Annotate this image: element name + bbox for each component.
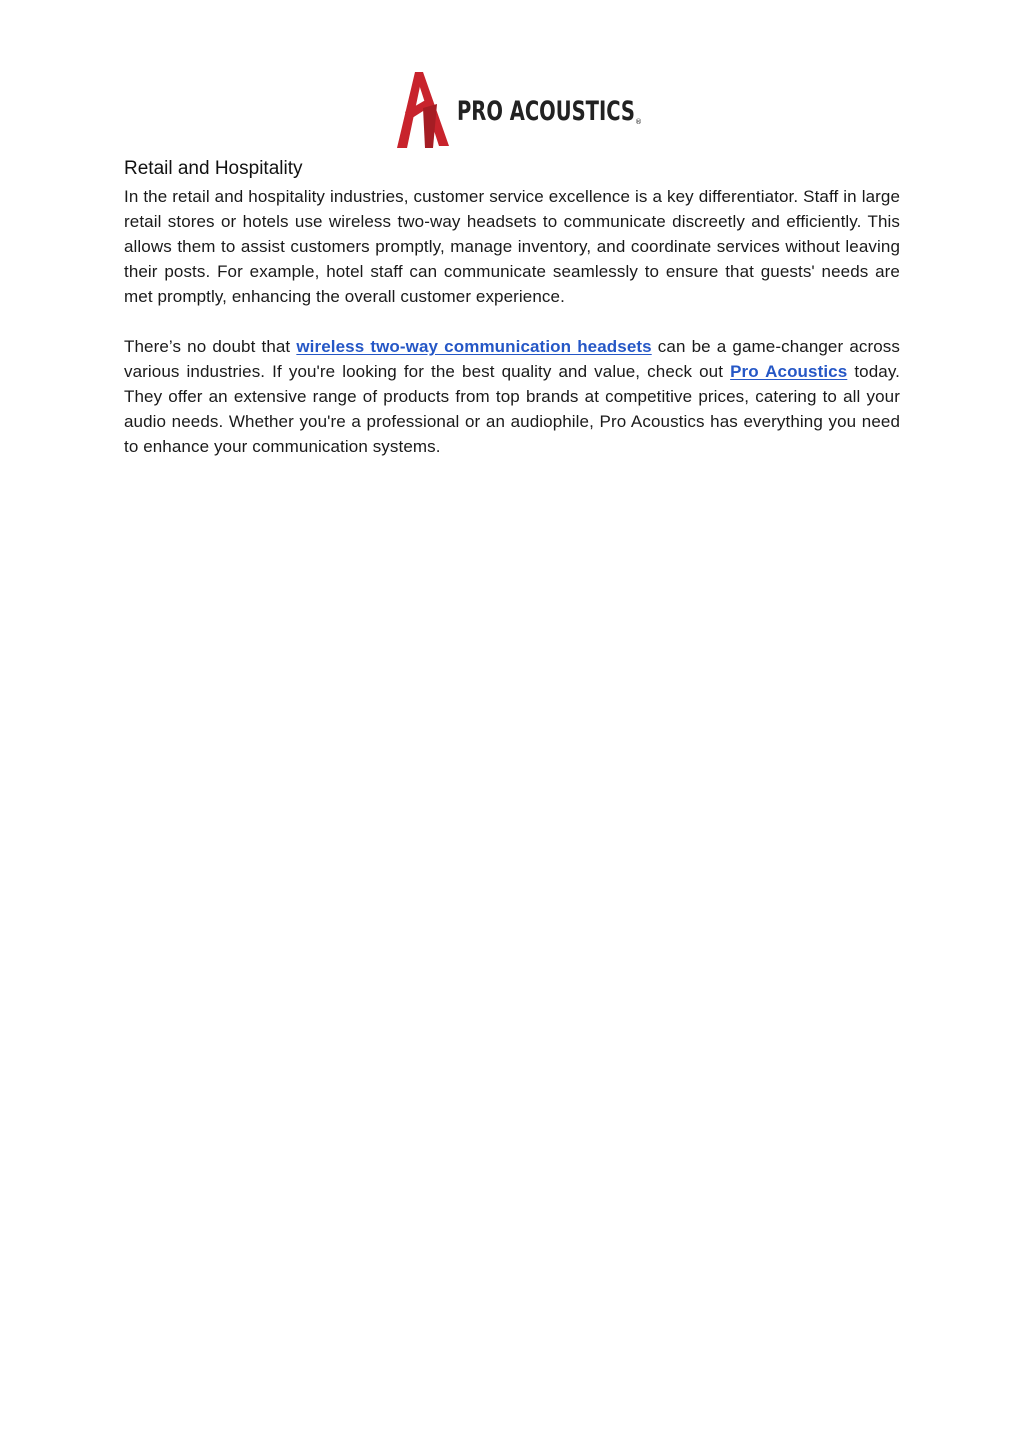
section-heading: Retail and Hospitality bbox=[124, 158, 303, 179]
paragraph-text-intro: There’s no doubt that bbox=[124, 337, 297, 356]
paragraph-retail-hospitality: In the retail and hospitality industries, customer service excellence is a key differentiator. Staff in large retail stores or hotels use wireless two-way headsets to communicate discreetly and efficiently. This allows them to assist customers promptly, manage inventory, and coordinate services without leaving their posts. For example, hotel staff can communicate seamlessly to ensure that guests' needs are met promptly, enhancing the overall customer experience. bbox=[124, 187, 900, 306]
paragraph-conclusion bbox=[124, 334, 900, 459]
paragraph-text-end: today. They offer an extensive range of products from top brands at competitive prices, catering to all your audio needs. Whether you're a professional or an audiophile, Pro Acoustics has everything you need to enhance your communication systems. bbox=[124, 362, 900, 456]
logo-wordmark: PRO ACOUSTICS bbox=[457, 96, 635, 127]
stylized-a-icon bbox=[393, 68, 645, 152]
document-body bbox=[124, 156, 900, 459]
pro-acoustics-link[interactable]: Pro Acoustics bbox=[730, 362, 848, 381]
registered-mark: ® bbox=[635, 118, 642, 126]
paragraph-text-middle: can be a game-changer across various industries. If you're looking for the best quality and value, check out bbox=[124, 337, 901, 381]
pro-acoustics-logo bbox=[393, 68, 645, 152]
wireless-headsets-link[interactable]: wireless two-way communication headsets bbox=[296, 337, 652, 356]
